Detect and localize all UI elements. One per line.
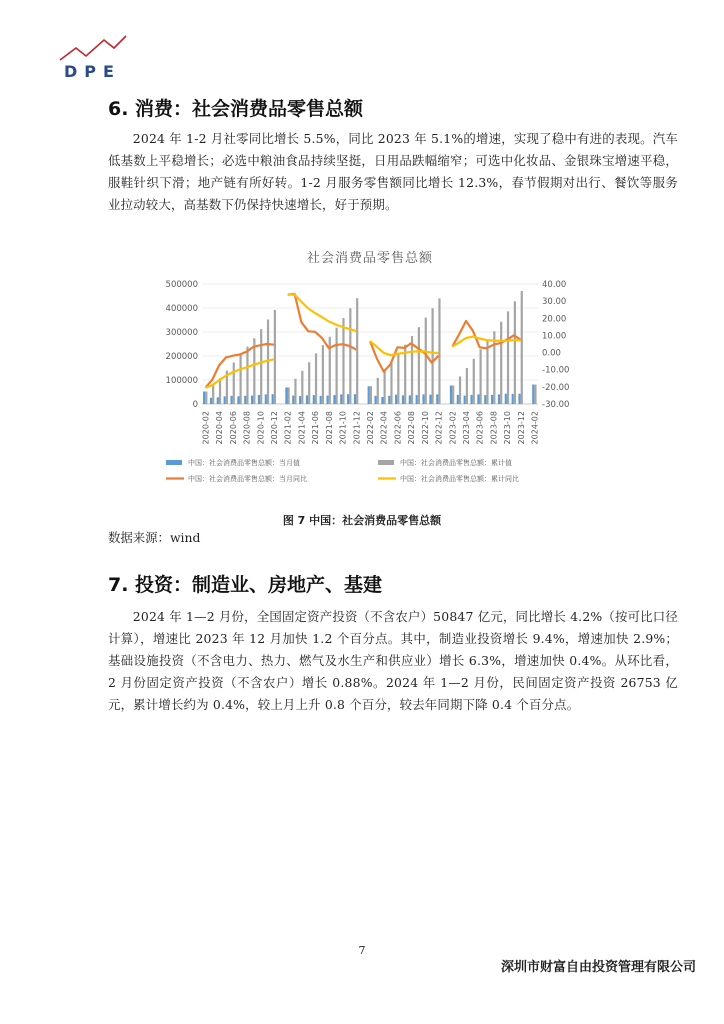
bar [322, 345, 324, 404]
retail-sales-chart [160, 244, 580, 494]
y-left-tick-label: 100000 [165, 376, 198, 386]
bar [240, 355, 242, 404]
bar [484, 395, 486, 404]
bar [342, 318, 344, 404]
x-tick-label: 2020-12 [270, 411, 279, 445]
bar [260, 329, 262, 404]
x-tick-label: 2022-08 [407, 411, 417, 445]
bar [308, 362, 310, 404]
bar [340, 394, 342, 404]
x-tick-label: 2022-02 [366, 411, 375, 445]
bar [429, 395, 431, 404]
x-tick-label: 2020-06 [228, 411, 238, 445]
bar [384, 371, 386, 404]
x-tick-label: 2021-08 [324, 411, 334, 445]
bar [377, 378, 379, 404]
legend-entry: 中国：社会消费品零售总额：累计值 [400, 459, 512, 467]
bar [299, 396, 301, 404]
bar [219, 378, 221, 404]
y-left-tick-label: 300000 [165, 328, 198, 338]
bar [411, 336, 413, 404]
bar [313, 395, 315, 404]
bar [514, 301, 516, 404]
bar [203, 392, 205, 404]
bar [534, 385, 536, 404]
bar [486, 340, 488, 404]
logo-text: DPE [64, 62, 121, 81]
bar [246, 347, 248, 404]
bar [491, 395, 493, 404]
x-tick-label: 2020-10 [256, 411, 266, 445]
section7-paragraph: 2024 年 1—2 月份，全国固定资产投资（不含农户）50847 亿元，同比增长 4.2%（按可比口径计算），增速比 2023 年 12 月加快 1.2 个百分点。其中，制造业投资增长 9.4%，增速加快 2.9%；基础设施投资（不含电力、热力、燃气及水生产和供应业）增长 6.3%，增速加快 0.4%。从环比看，2 月份固定资产投资（不含农户）增长 0.88%。2024 年 1—2 月份，民间固定资产投资 26753 亿元，累计增长约为 0.4%，较上月上升 0.8 个百分，较去年同期下降 0.4 个百分点。 [108, 609, 678, 712]
bar [480, 349, 482, 404]
bar [315, 353, 317, 404]
bar [244, 396, 246, 404]
bar [416, 395, 418, 404]
bar [233, 362, 235, 404]
legend-swatch [378, 460, 394, 465]
x-tick-label: 2021-06 [311, 411, 321, 445]
bar [397, 353, 399, 404]
data-source: 数据来源：wind [108, 530, 201, 545]
bar [390, 363, 392, 404]
bar [512, 394, 514, 404]
chart-title: 社会消费品零售总额 [306, 251, 434, 266]
y-right-tick-label: -20.00 [542, 382, 570, 393]
x-tick-label: 2022-10 [420, 411, 430, 445]
y-right-tick-label: 40.00 [542, 280, 567, 290]
bar [409, 395, 411, 404]
bar [473, 359, 475, 404]
bar [356, 298, 358, 404]
bar [294, 379, 296, 404]
x-tick-label: 2020-08 [242, 411, 252, 445]
bar [493, 331, 495, 404]
x-tick-label: 2023-08 [489, 411, 499, 445]
page-number: 7 [358, 944, 366, 957]
x-tick-label: 2022-12 [434, 411, 444, 445]
bar [212, 385, 214, 404]
y-right-tick-label: 30.00 [542, 297, 567, 308]
x-tick-label: 2023-02 [448, 411, 458, 445]
bar [518, 394, 520, 404]
bar [210, 398, 212, 404]
section6-title: 6. 消费：社会消费品零售总额 [108, 98, 364, 120]
legend-entry: 中国：社会消费品零售总额：当月值 [188, 459, 300, 467]
y-right-tick-label: -30.00 [542, 400, 570, 410]
y-left-tick-label: 500000 [165, 280, 198, 290]
x-tick-label: 2024-02 [530, 411, 540, 445]
bar [230, 396, 232, 404]
legend-entry: 中国：社会消费品零售总额：当月同比 [188, 475, 307, 483]
x-tick-label: 2022-04 [379, 411, 389, 445]
bar [354, 394, 356, 404]
bar [258, 395, 260, 404]
bar [450, 386, 452, 404]
bar [285, 387, 287, 404]
x-tick-label: 2021-02 [283, 411, 293, 445]
bar [320, 396, 322, 404]
company-footer: 深圳市财富自由投资管理有限公司 [500, 960, 696, 975]
bar [272, 394, 274, 404]
bar [288, 387, 290, 404]
x-tick-label: 2020-02 [201, 411, 211, 445]
figure-caption: 图 7 中国：社会消费品零售总额 [282, 514, 442, 527]
bar [459, 376, 461, 404]
y-right-tick-label: 0.00 [542, 348, 561, 359]
bar [505, 394, 507, 404]
bar [217, 397, 219, 404]
x-tick-label: 2020-04 [215, 411, 225, 445]
bar [326, 396, 328, 404]
bar [381, 397, 383, 404]
bar [370, 386, 372, 404]
bar [438, 298, 440, 404]
bar [301, 371, 303, 404]
legend-swatch [166, 460, 182, 465]
x-tick-label: 2021-12 [352, 411, 362, 445]
bar [452, 386, 454, 404]
bar [422, 394, 424, 404]
bar [470, 395, 472, 404]
bar [274, 310, 276, 404]
x-tick-label: 2023-06 [475, 411, 485, 445]
bar [224, 396, 226, 404]
bar [306, 395, 308, 404]
section7-title: 7. 投资：制造业、房地产、基建 [108, 574, 383, 596]
bar [347, 394, 349, 404]
y-left-tick-label: 200000 [165, 352, 198, 362]
bar [374, 396, 376, 404]
x-tick-label: 2021-10 [338, 411, 348, 445]
section6-paragraph: 2024 年 1-2 月社零同比增长 5.5%，同比 2023 年 5.1%的增速，实现了稳中有进的表现。汽车低基数上平稳增长；必选中粮油食品持续坚挺，日用品跌幅缩窄；可选中化妆品、金银珠宝增速平稳，服鞋针织下滑；地产链有所好转。1-2 月服务零售额同比增长 12.3%，春节假期对出行、餐饮等服务业拉动较大，高基数下仍保持快速增长，好于预期。 [108, 131, 678, 212]
bar [418, 327, 420, 404]
bar [205, 392, 207, 404]
bar [402, 395, 404, 404]
bar [521, 291, 523, 404]
bar [349, 308, 351, 404]
bar [477, 394, 479, 404]
bar [507, 311, 509, 404]
bar [425, 318, 427, 404]
x-tick-label: 2023-12 [516, 411, 526, 445]
bar [388, 396, 390, 404]
bar [457, 395, 459, 404]
y-left-tick-label: 0 [192, 400, 198, 410]
bar [333, 395, 335, 404]
bar [432, 308, 434, 404]
bar [265, 394, 267, 404]
bar [237, 396, 239, 404]
x-tick-label: 2023-04 [462, 411, 471, 445]
x-tick-label: 2023-10 [503, 411, 513, 445]
y-right-tick-label: 20.00 [542, 314, 567, 325]
bar [368, 386, 370, 404]
y-left-tick-label: 400000 [165, 304, 198, 314]
bar [436, 394, 438, 404]
bar [464, 396, 466, 404]
bar [395, 395, 397, 404]
x-tick-label: 2022-06 [393, 411, 403, 445]
bar [251, 396, 253, 404]
bar [466, 368, 468, 404]
y-right-tick-label: -10.00 [542, 365, 570, 376]
x-tick-label: 2021-04 [297, 411, 307, 445]
bar [498, 394, 500, 404]
bar [292, 396, 294, 404]
legend-entry: 中国：社会消费品零售总额：累计同比 [400, 475, 519, 483]
bar [532, 385, 534, 404]
bar [336, 328, 338, 404]
bar [500, 322, 502, 404]
y-right-tick-label: 10.00 [542, 331, 567, 342]
